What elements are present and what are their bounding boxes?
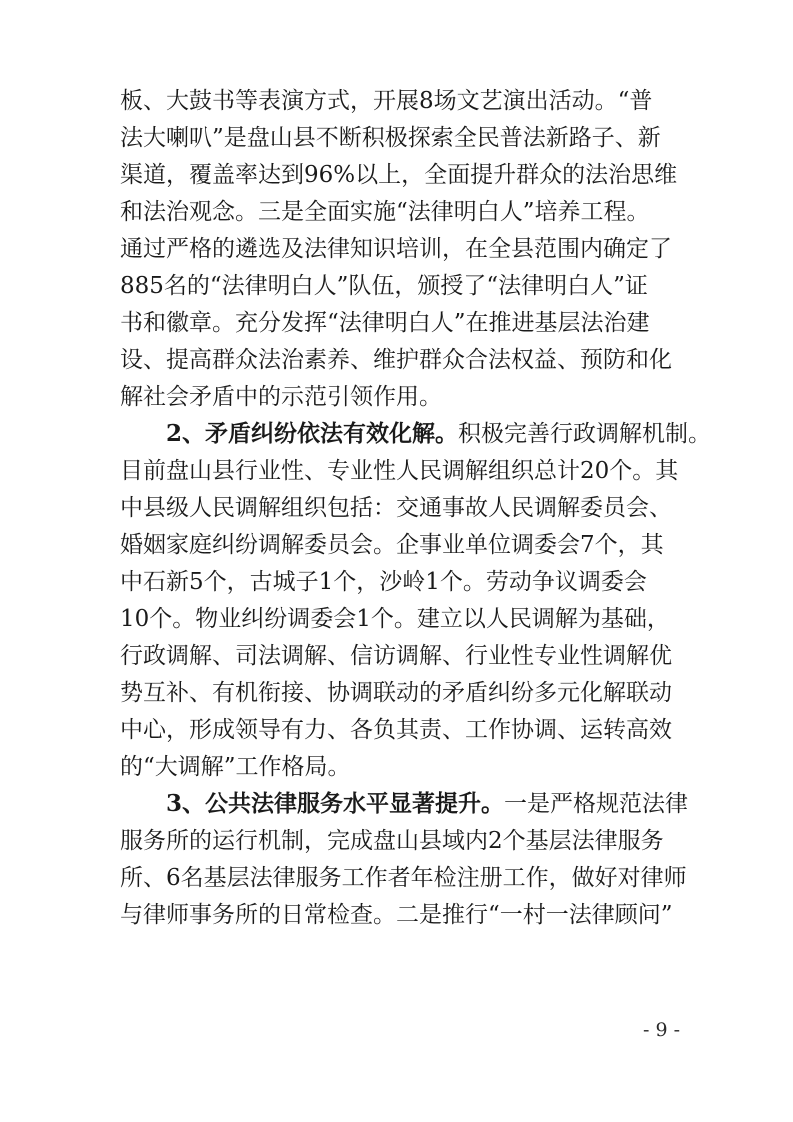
section-2-first-line xyxy=(120,419,712,449)
text-line: 法大喇叭”是盘山县不断积极探索全民普法新路子、新 xyxy=(120,125,661,151)
text-line: 中石新5个，古城子1个，沙岭1个。劳动争议调委会 xyxy=(120,569,647,595)
text-line: 服务所的运行机制，完成盘山县域内2个基层法律服务 xyxy=(120,828,664,854)
text-line: 婚姻家庭纠纷调解委员会。企事业单位调委会7个，其 xyxy=(120,532,664,558)
text-line: 行政调解、司法调解、信访调解、行业性专业性调解优 xyxy=(120,643,672,669)
text-line: 中心，形成领导有力、各负其责、工作协调、运转高效 xyxy=(120,717,672,743)
text-line: 10个。物业纠纷调委会1个。建立以人民调解为基础， xyxy=(120,606,670,632)
text-line: 与律师事务所的日常检查。二是推行“一村一法律顾问” xyxy=(120,902,673,928)
text-line: 板、大鼓书等表演方式，开展8场文艺演出活动。“普 xyxy=(120,88,653,114)
section-3-heading: 3、公共法律服务水平显著提升。 xyxy=(166,790,505,817)
text-line: 书和徽章。充分发挥“法律明白人”在推进基层法治建 xyxy=(120,310,650,336)
text-line: 885名的“法律明白人”队伍，颁授了“法律明白人”证 xyxy=(120,273,648,299)
text-line: 设、提高群众法治素养、维护群众合法权益、预防和化 xyxy=(120,347,672,373)
text-line: 中县级人民调解组织包括：交通事故人民调解委员会、 xyxy=(120,495,672,521)
text-line: 和法治观念。三是全面实施“法律明白人”培养工程。 xyxy=(120,199,650,225)
section-3-first-line xyxy=(120,789,689,819)
text-line: 解社会矛盾中的示范引领作用。 xyxy=(120,384,442,410)
text-line: 渠道，覆盖率达到96%以上，全面提升群众的法治思维 xyxy=(120,162,678,188)
page-number: - 9 - xyxy=(642,1019,680,1041)
text-line: 的“大调解”工作格局。 xyxy=(120,754,351,780)
section-2-first-line-text: 积极完善行政调解机制。 xyxy=(458,421,712,447)
text-line: 势互补、有机衔接、协调联动的矛盾纠纷多元化解联动 xyxy=(120,680,672,706)
text-line: 目前盘山县行业性、专业性人民调解组织总计20个。其 xyxy=(120,458,679,484)
section-2-heading: 2、矛盾纠纷依法有效化解。 xyxy=(166,420,459,447)
text-line: 通过严格的遴选及法律知识培训，在全县范围内确定了 xyxy=(120,236,672,262)
section-3-first-line-text: 一是严格规范法律 xyxy=(504,791,689,817)
text-line: 所、6名基层法律服务工作者年检注册工作，做好对律师 xyxy=(120,865,687,891)
